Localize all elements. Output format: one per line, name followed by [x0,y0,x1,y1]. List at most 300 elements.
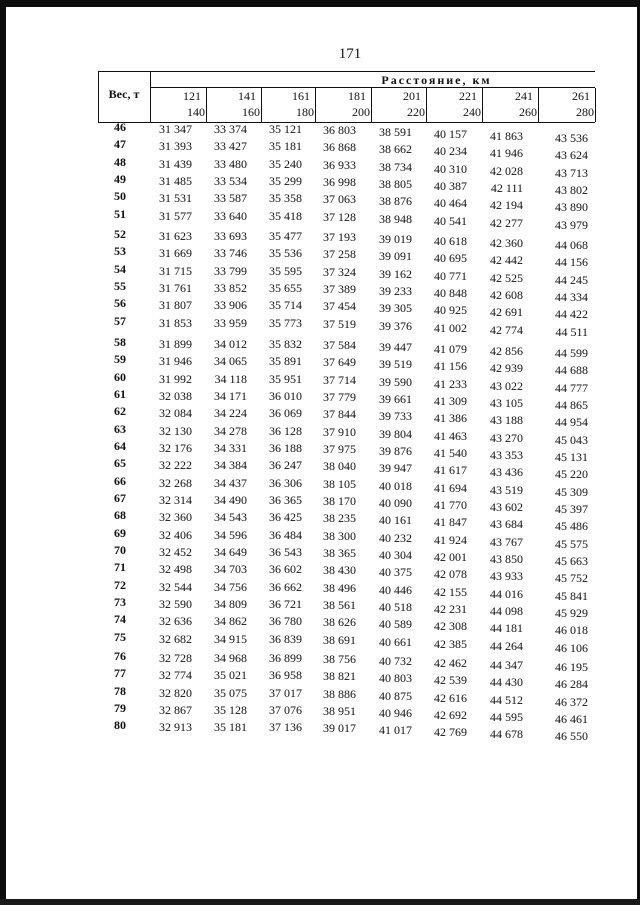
range-from: 201 [403,89,421,103]
weight-cell: 69 [114,525,126,540]
weight-cell: 50 [114,189,126,204]
value-cell: 31 439 [159,156,192,171]
value-cell: 40 387 [434,178,467,193]
value-cell: 38 734 [379,159,412,174]
weight-cell: 64 [114,439,126,453]
weight-cell: 70 [114,543,126,557]
value-cell: 43 802 [555,182,588,197]
value-cell: 32 130 [159,423,192,438]
value-cell: 46 284 [555,677,588,692]
value-cell: 40 661 [379,634,412,649]
weight-cell: 73 [114,594,126,609]
weight-column-header: Вес, т [108,87,140,101]
value-cell: 35 299 [269,173,302,188]
value-cell: 37 519 [323,316,356,331]
value-cell: 35 021 [214,668,247,683]
value-cell: 34 065 [214,354,247,369]
weight-cell: 52 [114,227,126,241]
weight-cell: 60 [114,369,126,384]
value-cell: 36 839 [269,631,302,646]
value-cell: 31 992 [159,371,192,386]
value-cell: 31 669 [159,246,192,261]
value-cell: 44 156 [555,255,588,270]
range-to: 240 [463,105,481,119]
value-cell: 36 188 [269,441,302,455]
value-cell: 44 181 [490,621,523,636]
value-cell: 34 118 [214,371,247,386]
value-cell: 36 721 [269,596,302,611]
value-cell: 40 232 [379,530,412,545]
value-cell: 34 703 [214,562,247,577]
value-cell: 37 258 [323,247,356,262]
value-cell: 35 595 [269,263,302,278]
value-cell: 37 128 [323,209,356,224]
value-cell: 33 852 [214,280,247,295]
value-cell: 35 240 [269,156,302,171]
range-from: 141 [238,89,256,103]
value-cell: 41 863 [490,129,523,143]
value-cell: 31 531 [159,191,192,206]
value-cell: 40 161 [379,513,412,528]
value-cell: 44 422 [555,307,588,322]
value-cell: 42 462 [434,656,467,670]
value-cell: 33 640 [214,208,247,223]
range-from: 121 [183,89,201,103]
value-cell: 32 913 [159,720,192,735]
table-row [0,261,640,287]
value-cell: 38 876 [379,194,412,209]
range-from: 221 [459,89,477,103]
table-row [0,206,640,232]
scan-edge-top [0,0,640,7]
value-cell: 43 436 [490,465,523,480]
value-cell: 42 001 [434,550,467,564]
value-cell: 32 314 [159,492,192,507]
value-cell: 39 804 [379,426,412,441]
value-cell: 36 662 [269,579,302,594]
value-cell: 43 602 [490,499,523,514]
value-cell: 41 770 [434,497,467,512]
value-cell: 34 490 [214,492,247,507]
value-cell: 43 890 [555,200,588,215]
value-cell: 45 131 [555,450,588,464]
value-cell: 38 430 [323,563,356,578]
distance-header: Расстояние, км [381,73,492,87]
value-cell: 34 968 [214,651,247,665]
value-cell: 32 636 [159,614,192,629]
value-cell: 44 512 [490,692,523,707]
value-cell: 39 162 [379,266,412,281]
value-cell: 33 746 [214,246,247,261]
weight-cell: 49 [114,171,126,186]
value-cell: 34 756 [214,579,247,594]
value-cell: 39 519 [379,357,412,372]
value-cell: 34 862 [214,614,247,629]
value-cell: 40 875 [379,688,412,703]
value-cell: 40 925 [434,303,467,318]
value-cell: 42 277 [490,215,523,230]
value-cell: 39 091 [379,249,412,264]
value-cell: 39 376 [379,318,412,333]
value-cell: 33 587 [214,191,247,206]
distance-range-cell [206,88,262,122]
value-cell: 38 561 [323,597,356,612]
value-cell: 34 543 [214,510,247,525]
table-row [0,313,640,339]
value-cell: 42 608 [490,287,523,302]
value-cell: 43 188 [490,413,523,428]
distance-range-cell [261,88,316,122]
value-cell: 45 220 [555,467,588,482]
value-cell: 31 577 [159,208,192,223]
value-cell: 38 235 [323,511,356,526]
value-cell: 31 715 [159,263,192,278]
value-cell: 35 418 [269,208,302,223]
value-cell: 37 910 [323,424,356,439]
value-cell: 35 181 [214,720,247,735]
distance-range-cell [150,88,207,122]
value-cell: 42 539 [434,673,467,688]
value-cell: 35 075 [214,685,247,700]
value-cell: 34 649 [214,545,247,559]
value-cell: 40 018 [379,478,412,493]
value-cell: 32 222 [159,458,192,473]
value-cell: 35 181 [269,139,302,154]
value-cell: 42 360 [490,236,523,250]
value-cell: 37 454 [323,299,356,314]
value-cell: 42 155 [434,584,467,599]
value-cell: 40 157 [434,127,467,141]
value-cell: 43 979 [555,217,588,232]
value-cell: 33 374 [214,122,247,136]
value-cell: 37 193 [323,230,356,244]
value-cell: 43 767 [490,534,523,549]
header-rule-top [98,71,595,72]
value-cell: 35 951 [269,371,302,386]
value-cell: 41 017 [379,723,412,738]
value-cell: 46 550 [555,729,588,744]
value-cell: 43 624 [555,148,588,163]
value-cell: 32 268 [159,475,192,490]
weight-cell: 78 [114,683,126,698]
value-cell: 33 799 [214,263,247,278]
value-cell: 34 278 [214,423,247,438]
weight-cell: 58 [114,335,126,349]
distance-range-cell [315,88,372,122]
value-cell: 40 803 [379,671,412,686]
value-cell: 31 807 [159,298,192,313]
distance-range-cell [538,88,596,122]
value-cell: 31 347 [159,122,192,136]
value-cell: 40 589 [379,617,412,632]
value-cell: 40 464 [434,196,467,211]
value-cell: 31 761 [159,280,192,295]
value-cell: 38 170 [323,493,356,508]
value-cell: 38 662 [379,142,412,157]
value-cell: 42 111 [490,180,523,195]
value-cell: 40 848 [434,285,467,300]
value-cell: 37 324 [323,264,356,279]
value-cell: 35 714 [269,298,302,313]
value-cell: 35 891 [269,354,302,369]
value-cell: 39 947 [379,461,412,476]
value-cell: 46 018 [555,623,588,638]
range-to: 220 [407,105,425,119]
value-cell: 36 998 [323,174,356,189]
value-cell: 33 959 [214,315,247,330]
value-cell: 41 309 [434,393,467,408]
range-to: 280 [576,105,594,119]
value-cell: 43 684 [490,517,523,532]
value-cell: 39 017 [323,721,356,736]
range-from: 241 [515,89,533,103]
value-cell: 42 308 [434,619,467,634]
value-cell: 43 353 [490,448,523,462]
value-cell: 40 375 [379,565,412,580]
weight-cell: 76 [114,649,126,663]
weight-cell: 63 [114,421,126,436]
value-cell: 33 906 [214,298,247,313]
value-cell: 42 385 [434,636,467,651]
weight-cell: 71 [114,560,126,575]
weight-cell: 47 [114,137,126,152]
range-to: 180 [296,105,314,119]
value-cell: 39 590 [379,374,412,389]
weight-cell: 68 [114,508,126,523]
value-cell: 32 176 [159,441,192,455]
value-cell: 31 946 [159,354,192,369]
value-cell: 39 447 [379,340,412,354]
value-cell: 44 068 [555,238,588,252]
value-cell: 37 844 [323,407,356,422]
value-cell: 35 536 [269,246,302,261]
table-row [0,120,640,145]
value-cell: 38 105 [323,476,356,491]
value-cell: 31 899 [159,337,192,351]
value-cell: 40 446 [379,582,412,597]
weight-cell: 62 [114,404,126,419]
value-cell: 43 519 [490,482,523,497]
value-cell: 34 809 [214,596,247,611]
value-cell: 32 544 [159,579,192,594]
value-cell: 38 951 [323,703,356,718]
value-cell: 45 575 [555,536,588,551]
value-cell: 32 406 [159,527,192,542]
value-cell: 44 865 [555,397,588,412]
value-cell: 41 156 [434,359,467,374]
value-cell: 32 728 [159,651,192,665]
value-cell: 38 591 [379,125,412,139]
range-from: 181 [348,89,366,103]
value-cell: 33 427 [214,139,247,154]
value-cell: 36 543 [269,545,302,559]
weight-cell: 66 [114,473,126,488]
value-cell: 32 867 [159,702,192,717]
value-cell: 45 663 [555,554,588,568]
weight-cell: 74 [114,612,126,627]
value-cell: 40 518 [379,599,412,614]
value-cell: 34 437 [214,475,247,490]
value-cell: 39 233 [379,283,412,298]
value-cell: 39 876 [379,444,412,458]
value-cell: 43 933 [490,569,523,584]
value-cell: 38 821 [323,669,356,684]
value-cell: 38 691 [323,632,356,647]
distance-range-cell [426,88,483,122]
value-cell: 35 773 [269,315,302,330]
value-cell: 33 534 [214,173,247,188]
value-cell: 32 452 [159,545,192,559]
value-cell: 42 194 [490,198,523,213]
value-cell: 38 626 [323,615,356,630]
table-row [0,335,640,360]
value-cell: 41 463 [434,428,467,443]
value-cell: 45 043 [555,432,588,447]
value-cell: 31 485 [159,173,192,188]
value-cell: 33 693 [214,229,247,243]
value-cell: 44 347 [490,658,523,672]
value-cell: 42 525 [490,270,523,285]
value-cell: 40 234 [434,144,467,159]
range-from: 161 [292,89,310,103]
value-cell: 41 540 [434,446,467,460]
value-cell: 31 853 [159,315,192,330]
range-to: 200 [352,105,370,119]
value-cell: 37 017 [269,685,302,700]
scan-edge-bottom [0,899,640,905]
value-cell: 42 028 [490,163,523,178]
value-cell: 41 002 [434,320,467,335]
weight-cell: 54 [114,261,126,276]
value-cell: 37 649 [323,355,356,370]
value-cell: 37 779 [323,389,356,404]
weight-cell: 67 [114,490,126,505]
value-cell: 40 090 [379,495,412,510]
weight-cell: 51 [114,206,126,221]
range-to: 140 [187,105,205,119]
value-cell: 44 334 [555,289,588,304]
value-cell: 44 264 [490,638,523,653]
value-cell: 39 019 [379,232,412,246]
value-cell: 36 933 [323,157,356,172]
value-cell: 41 233 [434,376,467,391]
value-cell: 40 732 [379,654,412,668]
value-cell: 41 079 [434,342,467,356]
value-cell: 36 958 [269,668,302,683]
value-cell: 40 946 [379,705,412,720]
range-to: 260 [519,105,537,119]
value-cell: 38 365 [323,546,356,560]
value-cell: 34 012 [214,337,247,351]
weight-cell: 55 [114,278,126,293]
value-cell: 36 868 [323,140,356,155]
value-cell: 36 306 [269,475,302,490]
weight-cell: 57 [114,313,126,328]
page-number: 171 [338,46,362,62]
value-cell: 41 946 [490,146,523,161]
value-cell: 36 069 [269,406,302,421]
weight-cell: 53 [114,244,126,259]
value-cell: 44 678 [490,727,523,742]
value-cell: 45 841 [555,588,588,603]
value-cell: 42 231 [434,601,467,616]
value-cell: 36 899 [269,651,302,665]
value-cell: 34 596 [214,527,247,542]
weight-cell: 72 [114,577,126,592]
table-row [0,244,640,270]
value-cell: 37 136 [269,720,302,735]
value-cell: 43 270 [490,430,523,445]
value-cell: 43 713 [555,165,588,180]
value-cell: 31 623 [159,229,192,243]
value-cell: 45 309 [555,484,588,499]
value-cell: 43 022 [490,378,523,393]
value-cell: 36 780 [269,614,302,629]
value-cell: 33 480 [214,156,247,171]
value-cell: 40 771 [434,268,467,283]
value-cell: 36 247 [269,458,302,473]
value-cell: 44 245 [555,272,588,287]
value-cell: 45 929 [555,605,588,620]
value-cell: 34 224 [214,406,247,421]
value-cell: 37 714 [323,372,356,387]
value-cell: 46 195 [555,660,588,674]
weight-cell: 79 [114,700,126,715]
value-cell: 35 358 [269,191,302,206]
value-cell: 42 442 [490,253,523,268]
value-cell: 42 691 [490,305,523,320]
weight-cell: 75 [114,629,126,644]
value-cell: 44 599 [555,346,588,360]
value-cell: 45 397 [555,501,588,516]
value-cell: 38 300 [323,528,356,543]
value-cell: 43 850 [490,552,523,566]
value-cell: 32 498 [159,562,192,577]
table-row [0,718,640,744]
weight-cell: 80 [114,718,126,733]
value-cell: 38 496 [323,580,356,595]
value-cell: 38 886 [323,686,356,701]
weight-cell: 59 [114,352,126,367]
value-cell: 43 536 [555,131,588,145]
value-cell: 36 128 [269,423,302,438]
distance-range-cell [482,88,539,122]
value-cell: 34 171 [214,388,247,403]
value-cell: 35 477 [269,229,302,243]
value-cell: 46 106 [555,640,588,655]
value-cell: 32 038 [159,388,192,403]
value-cell: 41 924 [434,532,467,547]
table-header [98,71,595,123]
value-cell: 36 484 [269,527,302,542]
value-cell: 35 655 [269,280,302,295]
value-cell: 44 777 [555,380,588,395]
value-cell: 34 915 [214,631,247,646]
value-cell: 44 016 [490,586,523,601]
value-cell: 34 384 [214,458,247,473]
value-cell: 32 360 [159,510,192,525]
value-cell: 35 128 [214,702,247,717]
weight-cell: 46 [114,120,126,134]
value-cell: 38 948 [379,211,412,226]
value-cell: 46 372 [555,694,588,709]
value-cell: 44 595 [490,709,523,724]
table-row [0,278,640,304]
value-cell: 38 805 [379,176,412,191]
value-cell: 40 541 [434,213,467,228]
value-cell: 39 733 [379,409,412,424]
table-row [0,296,640,322]
